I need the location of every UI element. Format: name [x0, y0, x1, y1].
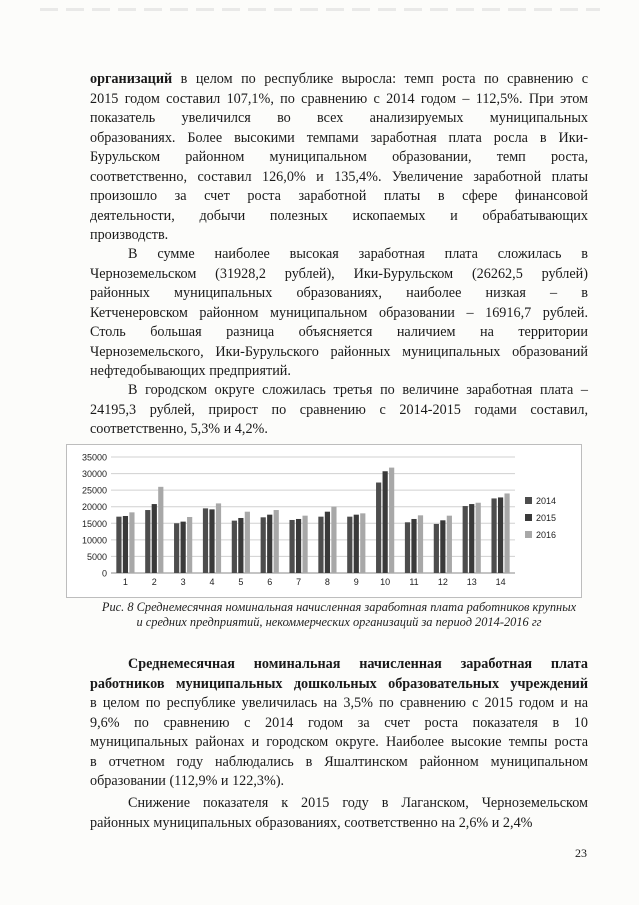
legend-swatch — [525, 497, 532, 504]
bar — [232, 521, 237, 573]
bold-text: организаций — [90, 71, 173, 87]
line-text: соответственно, 5,3% и 4,2%. — [90, 421, 268, 437]
bar — [123, 516, 128, 573]
bar — [216, 503, 221, 573]
y-tick-label: 25000 — [81, 485, 107, 496]
bar — [203, 508, 208, 573]
bar — [238, 518, 243, 573]
x-tick-label: 10 — [380, 577, 391, 587]
y-tick-label: 0 — [101, 568, 107, 579]
bar — [476, 503, 481, 573]
x-tick-label: 4 — [209, 577, 215, 587]
caption-line-1: Рис. 8 Среднемесячная номинальная начисленная заработная плата работников крупных — [101, 600, 577, 614]
text-line — [90, 401, 588, 421]
line-text: показатель увеличился во всех анализируемых муниципальных — [90, 110, 588, 126]
text-line — [90, 814, 588, 834]
y-tick-label: 10000 — [81, 535, 107, 546]
bar — [411, 519, 416, 573]
bar — [418, 515, 423, 573]
line-text: районных муниципальных образованиях, соответственно на 2,6% и 2,4% — [90, 814, 533, 831]
bar — [325, 512, 330, 573]
bar — [261, 517, 266, 573]
bar — [434, 524, 439, 573]
figure-caption — [90, 600, 588, 630]
text-line — [90, 109, 588, 129]
line-text: В сумме наиболее высокая заработная плата сложилась в — [128, 246, 588, 262]
text-line — [90, 714, 588, 734]
text-line — [90, 70, 588, 90]
bar — [447, 516, 452, 573]
bar — [360, 513, 365, 573]
line-text: Черноземельском (31928,2 рублей), Ики-Бурульском (26262,5 рублей) — [90, 265, 588, 282]
bar — [440, 520, 445, 573]
text-line — [90, 148, 588, 168]
line-text: деятельности, добычи полезных ископаемых и обрабатывающих — [90, 207, 588, 224]
text-line — [90, 323, 588, 343]
paragraph-4 — [90, 655, 588, 792]
line-text: Столь большая разница объясняется наличием на территории — [90, 324, 588, 340]
bar — [181, 522, 186, 573]
line-text: Бурульском районном муниципальном образовании, темп роста, — [90, 149, 588, 165]
y-tick-label: 20000 — [81, 502, 107, 513]
bar — [129, 512, 134, 573]
x-tick-label: 6 — [267, 577, 273, 587]
x-tick-label: 11 — [409, 577, 419, 587]
text-line — [90, 304, 588, 324]
line-text: нефтедобывающих предприятий. — [90, 363, 291, 379]
line-text: образовании (112,9% и 122,3%). — [90, 773, 285, 789]
x-tick-label: 12 — [437, 577, 448, 587]
text-line — [90, 794, 588, 814]
paragraph-2 — [90, 245, 588, 382]
bar — [302, 516, 307, 573]
bar — [504, 493, 509, 573]
bar — [296, 519, 301, 573]
line-text: районных муниципальных образованиях, наиболее низкая – в — [90, 285, 588, 301]
legend-swatch — [525, 531, 532, 538]
line-text: в целом по республике увеличилась на 3,5% по сравнению с 2015 годом и на — [90, 695, 588, 711]
paragraph-5 — [90, 794, 588, 833]
line-text: в отчетном году наблюдались в Яшалтинском районном муниципальном — [90, 753, 588, 770]
bar — [318, 517, 323, 573]
bar — [289, 520, 294, 573]
text-line — [90, 675, 588, 695]
bar — [376, 483, 381, 573]
text-line — [90, 772, 588, 792]
bar — [331, 507, 336, 573]
caption-line-2: и средних предприятий, некоммерческих организаций за период 2014-2016 гг — [136, 615, 542, 629]
line-text: муниципальных районах и городском округе. Наиболее высокие темпы роста — [90, 734, 588, 750]
legend-swatch — [525, 514, 532, 521]
bar — [405, 522, 410, 573]
bold-text: работников муниципальных дошкольных образовательных учреждений — [90, 675, 588, 692]
bar — [463, 506, 468, 573]
paragraph-3 — [90, 381, 588, 440]
line-text: в целом по республике выросла: темп роста по сравнению с — [172, 71, 588, 87]
bar — [347, 517, 352, 573]
bar — [209, 509, 214, 573]
scan-artifact — [40, 8, 600, 11]
bar — [383, 471, 388, 573]
y-tick-label: 5000 — [86, 551, 107, 562]
bar — [469, 504, 474, 573]
bar — [389, 468, 394, 573]
bar — [152, 504, 157, 573]
text-line — [90, 381, 588, 401]
bar — [145, 510, 150, 573]
line-text: Черноземельского, Ики-Бурульского районных муниципальных образований — [90, 343, 588, 360]
text-line — [90, 90, 588, 110]
bold-text: Среднемесячная номинальная начисленная заработная плата — [128, 656, 588, 672]
legend-label: 2014 — [536, 496, 557, 506]
x-tick-label: 1 — [122, 577, 128, 587]
line-text: 2015 годом составил 107,1%, по сравнению с 2014 годом – 112,5%. При этом — [90, 90, 588, 107]
text-line — [90, 753, 588, 773]
x-tick-label: 7 — [296, 577, 302, 587]
text-line — [90, 284, 588, 304]
bar — [267, 515, 272, 573]
text-line — [90, 168, 588, 188]
line-text: В городском округе сложилась третья по величине заработная плата – — [128, 382, 588, 398]
line-text: 24195,3 рублей, прирост по сравнению с 2014-2015 годами составил, — [90, 401, 588, 418]
bar — [116, 517, 121, 573]
line-text: произошло за счет роста заработной платы в сфере финансовой — [90, 188, 588, 204]
text-line — [90, 187, 588, 207]
bar — [187, 517, 192, 573]
line-text: Кетченеровском районном муниципальном образовании – 16916,7 рублей. — [90, 304, 588, 321]
text-line — [90, 694, 588, 714]
text-line — [90, 362, 588, 382]
legend-label: 2016 — [536, 530, 557, 540]
line-text: производств. — [90, 227, 169, 243]
y-tick-label: 15000 — [81, 518, 107, 529]
text-line — [90, 265, 588, 285]
y-tick-label: 35000 — [81, 452, 107, 463]
chart-svg — [67, 445, 581, 597]
line-text: 9,6% по сравнению с 2014 годом за счет роста показателя в 10 — [90, 714, 588, 731]
bar — [245, 512, 250, 573]
line-text: Снижение показателя к 2015 году в Лаганском, Черноземельском — [128, 795, 588, 811]
text-line — [90, 343, 588, 363]
salary-bar-chart — [66, 444, 582, 598]
line-text: соответственно, составил 126,0% и 135,4%. Увеличение заработной платы — [90, 168, 588, 185]
x-tick-label: 3 — [180, 577, 186, 587]
x-tick-label: 2 — [151, 577, 157, 587]
bar — [158, 487, 163, 573]
x-tick-label: 14 — [495, 577, 506, 587]
x-tick-label: 8 — [324, 577, 330, 587]
x-tick-label: 5 — [238, 577, 244, 587]
text-line — [90, 129, 588, 149]
text-line — [90, 733, 588, 753]
paragraph-1 — [90, 70, 588, 246]
x-tick-label: 9 — [353, 577, 359, 587]
text-line — [90, 207, 588, 227]
text-line — [90, 245, 588, 265]
line-text: образованиях. Более высокими темпами заработная плата росла в Ики- — [90, 129, 588, 146]
bar — [354, 515, 359, 573]
bar — [174, 523, 179, 573]
bar — [491, 498, 496, 573]
y-tick-label: 30000 — [81, 469, 107, 480]
text-line — [90, 420, 588, 440]
x-tick-label: 13 — [466, 577, 477, 587]
page-number: 23 — [575, 846, 587, 860]
text-line — [90, 226, 588, 246]
bar — [274, 510, 279, 573]
text-line — [90, 655, 588, 675]
legend-label: 2015 — [536, 513, 557, 523]
bar — [498, 497, 503, 573]
